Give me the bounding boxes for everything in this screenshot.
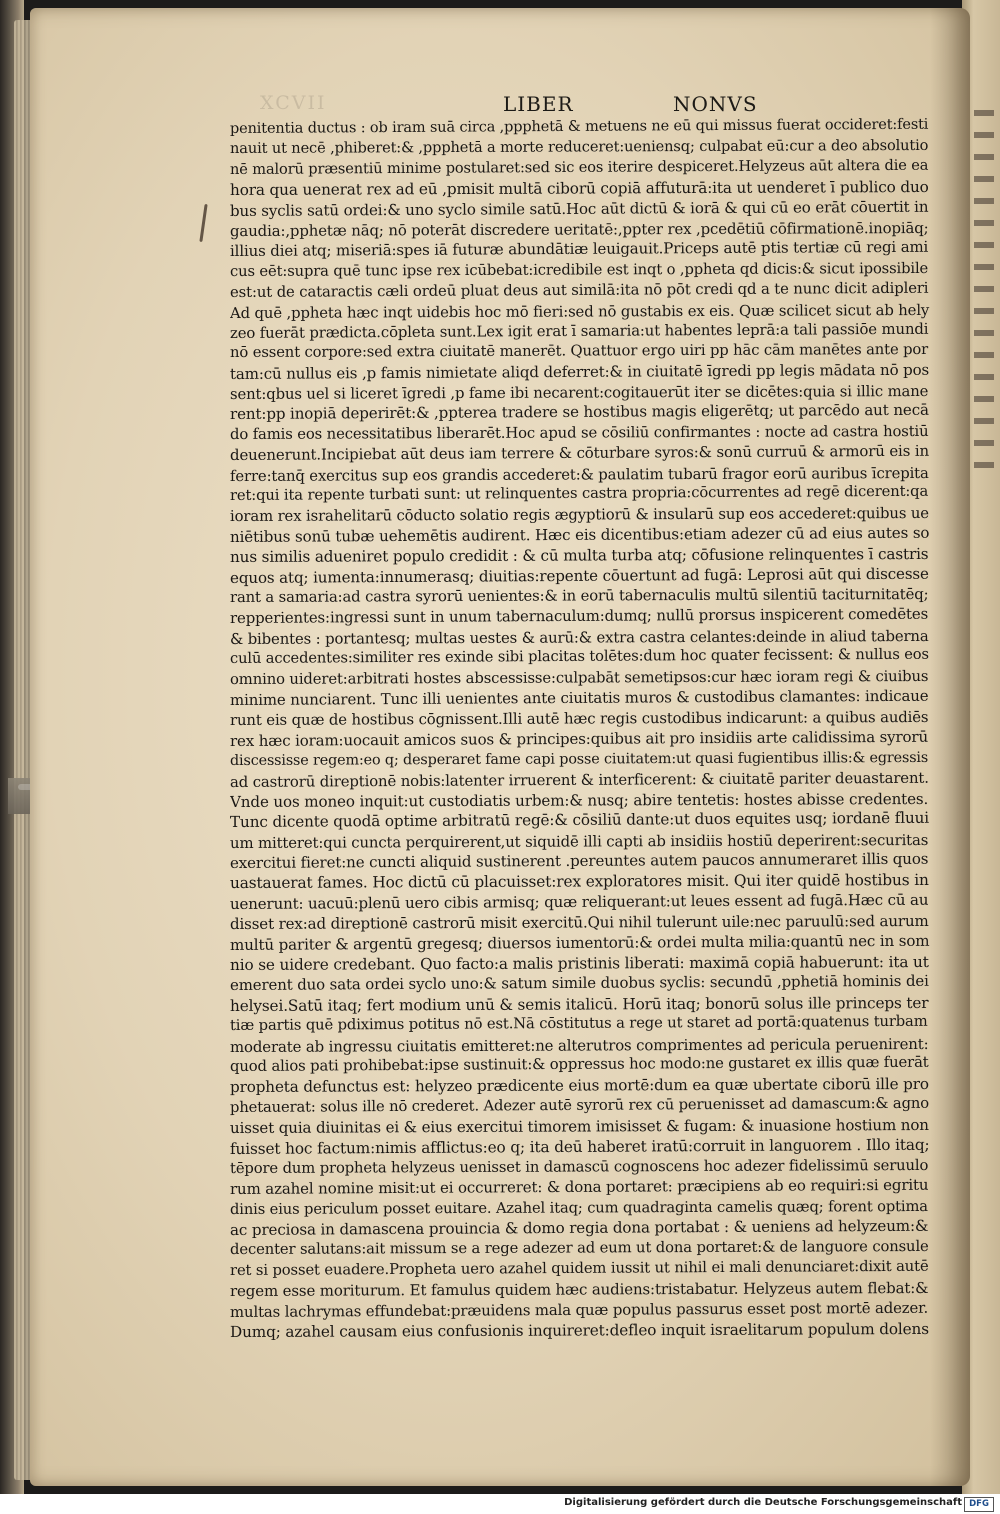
text-line: niētibus sonū tubæ uehemētis audirent. Hæc eis dicentibus:etiam adezer cū ad eius autes so bbox=[229, 523, 930, 546]
text-line: tēpore dum propheta helyzeus uenisset in damascū cognoscens hoc adezer fidelissimū seruulo bbox=[229, 1156, 929, 1177]
text-line: moderate ab ingressu ciuitatis emitteret:ne alterutros comprimentes ad pericula peruenirent: bbox=[229, 1034, 929, 1056]
text-line: regem esse moriturum. Et famulus quidem hæc audiens:tristabatur. Helyzeus autem flebat:& bbox=[229, 1279, 929, 1301]
body-text bbox=[229, 116, 930, 1342]
text-line: rent:pp inopiā deperirēt:& ,ppterea tradere se hostibus magis eligerētq; ut parcēdo aut necā bbox=[229, 401, 929, 424]
text-line: gaudia:,pphetæ nāq; nō poterāt discredere ueritatē:,ppter rex ,pcedētiū cōfirmationē.inopiāq; bbox=[229, 218, 929, 240]
text-line: minime nunciarent. Tunc illi uenientes ante ciuitatis muros & custodibus clamantes: indicaue bbox=[229, 686, 929, 709]
marginal-ink-mark bbox=[199, 204, 207, 242]
text-line: fuisset hoc factum:nimis afflictus:eo q; ita deū haberet iratū:corruit in languorem . Illo itaq; bbox=[229, 1135, 930, 1158]
text-line: repperientes:ingressi sunt in unum tabernaculum:dumq; nullū prorsus inspicerent comedētes bbox=[229, 605, 929, 628]
text-line: equos atq; iumenta:innumerasq; diuitias:repente cōuertunt ad fugā: Leprosi aūt qui discesse bbox=[229, 564, 929, 587]
running-head-left: LIBER bbox=[503, 92, 574, 116]
text-line: culū accedentes:similiter res exinde sibi placitas tolētes:dum hoc quater fecissent: & nullus eos bbox=[229, 645, 929, 668]
text-line: nauit ut necē ,phiberet:& ,ppphetā a morte reduceret:ueniensq; culpabat eū:cur a deo absolutio bbox=[229, 137, 929, 158]
text-line: hora qua uenerat rex ad eū ,pmisit multā ciborū copiā affuturā:ita ut uenderet ī publico duo bbox=[229, 178, 929, 200]
text-line: tam:cū nullus eis ,p famis nimietate aliqd deferret:& in ciuitatē īgredi pp legis mādata nō pos bbox=[229, 360, 930, 383]
text-line: phetauerat: solus ille nō crederet. Adezer autē syrorū rex cū peruenisset ad damascum:& agno bbox=[229, 1094, 929, 1116]
text-line: ret si posset euadere.Propheta uero azahel quidem iussit ut nihil ei mali denunciaret:dixit autē bbox=[229, 1257, 929, 1279]
text-line: nō essent corpore:sed extra ciuitatē manerēt. Quattuor ergo uiri pp hāc cām manētes ante por bbox=[229, 341, 929, 362]
text-line: bus syclis satū ordei:& uno syclo simile satū.Hoc aūt dictū & iorā & qui cū eo erāt cōuertit in bbox=[229, 197, 929, 220]
text-line: discessisse regem:eo q; desperaret fame capi posse ciuitatem:ut quasi fugientibus illis:& egressis bbox=[229, 750, 929, 770]
text-line: Tunc dicente quodā optime arbitratū regē:& cōsiliū dante:ut duos equites usq; iordanē fluui bbox=[229, 809, 930, 832]
text-line: & bibentes : portantesq; multas uestes & aurū:& extra castra celantes:deinde in aliud taberna bbox=[229, 626, 929, 648]
text-line: rex hæc ioram:uocauit amicos suos & principes:quibus ait pro insidiis arte calidissima syrorū bbox=[229, 727, 929, 750]
text-line: ferre:tanq̄ exercitus sup eos grandis accederet:& paulatim tubarū fragor eorū auribus īcrepita bbox=[229, 463, 929, 485]
text-line: deuenerunt.Incipiebat aūt deus iam terrere & cōturbare syros:& sonū curruū & armorū eis in bbox=[229, 441, 929, 465]
text-line: rum azahel nomine misit:ut ei occurreret: & dona portaret: præcipiens ab eo requiri:si egritu bbox=[229, 1176, 929, 1199]
text-line: penitentia ductus : ob iram suā circa ,ppphetā & metuens ne eū qui missus fuerat occideret:festi bbox=[229, 116, 929, 137]
text-line: illius diei atq; miseriā:spes iā futuræ abundātiæ leuigauit.Priceps autē ptis tertiæ cū regi ami bbox=[229, 238, 929, 261]
text-line: tiæ partis quē pdiximus potitus nō est.Nā cōstitutus a rege ut staret ad portā:quatenus turbam bbox=[229, 1012, 928, 1035]
text-line: Vnde uos moneo inquit:ut custodiatis urbem:& nusq; abire tentetis: hostes abisse credentes. bbox=[229, 789, 929, 811]
text-line: nio se uidere credebant. Quo facto:a malis pristinis liberati: maximā copiā habuerunt: ita ut bbox=[229, 952, 929, 975]
text-line: zeo fuerāt prædicta.cōpleta sunt.Lex igit erat ī samaria:ut habentes leprā:a tali passiōe mundi bbox=[229, 319, 929, 342]
text-line: decenter salutans:ait missum se a rege adezer ad eum ut dona portaret:& de languore consule bbox=[229, 1238, 929, 1259]
show-through-text: XCVII bbox=[260, 92, 327, 114]
text-line: omnino uideret:arbitrati hostes abscessisse:culpabāt semetipsos:cur hæc ioram regi & ciuibus bbox=[229, 667, 929, 688]
text-line: ac preciosa in damascena prouincia & domo regia dona portabat : & ueniens ad helyzeum:& bbox=[229, 1216, 929, 1240]
text-line: exercitui fieret:ne cuncti aliquid sustinerent .pereuntes autem paucos annumeraret illis quos bbox=[229, 849, 929, 873]
text-line: Dumq; azahel causam eius confusionis inquireret:defleo inquit israelitarum populum dolens bbox=[229, 1319, 929, 1342]
digitization-footer bbox=[0, 1494, 1000, 1514]
text-line: sent:qbus uel si liceret īgredi ,p fame ibi necarent:cogitauerūt iter se dicētes:quia si illic mane bbox=[229, 382, 929, 404]
text-line: multū pariter & argentū gregesq; diuersos iumentorū:& ordei multa milia:quantū nec in som bbox=[229, 931, 930, 954]
text-line: emerent duo sata ordei syclo uno:& satum simile duobus syclis: secundū ,pphetiā hominis dei bbox=[229, 972, 929, 995]
text-line: nus similis adueniret populo credidit : & cū multa turba atq; cōfusione relinquentes ī castris bbox=[229, 545, 929, 567]
text-line: quod alios pati prohibebat:ipse sustinuit:& oppressus hoc modo:ne gustaret ex illis quæ fuerāt bbox=[229, 1053, 929, 1075]
text-line: uastauerat fames. Hoc dictū cū placuisset:rex exploratores misit. Qui iter quidē hostibus in bbox=[229, 871, 929, 893]
text-line: runt eis quæ de hostibus cōgnissent.Illi autē hæc regis custodibus indicarunt: a quibus audiēs bbox=[229, 708, 929, 730]
funding-credit: Digitalisierung gefördert durch die Deutsche Forschungsgemeinschaft bbox=[564, 1497, 962, 1508]
text-line: ioram rex israhelitarū cōducto solatio regis ægyptiorū & insularū sup eos accederet:quibus ue bbox=[229, 504, 929, 526]
text-line: dinis eius periculum posset euitare. Azahel itaq; cum quadraginta camelis quæq; forent optima bbox=[229, 1197, 928, 1218]
text-line: multas lachrymas effundebat:præuidens mala quæ populus passurus esset post mortē adezer. bbox=[229, 1298, 929, 1321]
text-line: um mitteret:qui cuncta perquirerent,ut siquidē illi capti ab insidiis hostiū deperirent:securitas bbox=[229, 830, 929, 852]
text-line: rant a samaria:ad castra syrorū uenientes:& in eorū tabernaculis multū silentiū taciturnitatēq; bbox=[229, 585, 929, 606]
dfg-logo: DFG bbox=[964, 1497, 994, 1512]
text-line: uenerunt: uacuū:plenū uero cibis armisq; quæ reliquerant:ut leues essent ad fugā.Hæc cū au bbox=[229, 890, 929, 913]
text-line: ret:qui ita repente turbati sunt: ut relinquentes castra propria:cōcurrentes ad regē dicerent:qa bbox=[229, 482, 929, 505]
running-head-right: NONVS bbox=[673, 92, 758, 116]
text-line: cus eēt:supra quē tunc ipse rex icūbebat:icredibile est inqt o ,ppheta qd dicis:& sicut ipossibile bbox=[229, 259, 929, 280]
text-line: est:ut de cataractis cæli ordeū pluat deus aut similā:ita nō pōt credi qd a te nunc dicit adipleri bbox=[229, 278, 929, 302]
text-line: uisset quia diuinitas ei & eius exercitui timorem imisisset & fugam: & inuasione hostium non bbox=[229, 1116, 929, 1138]
text-line: ad castrorū direptionē nobis:latenter irruerent & interficerent: & ciuitatē pariter deuastarent. bbox=[229, 768, 929, 791]
text-line: do famis eos necessitatibus liberarēt.Hoc apud se cōsiliū confirmantes : nocte ad castra hostiū bbox=[229, 422, 929, 443]
text-line: disset rex:ad direptionē castrorū misit exercitū.Qui nihil tulerunt uile:nec paruulū:sed aurum bbox=[229, 912, 929, 934]
text-line: propheta defunctus est: helyzeo prædicente eius mortē:dum ea quæ ubertate ciborū ille pro bbox=[229, 1075, 929, 1097]
text-line: Ad quē ,ppheta hæc inqt uidebis hoc mō fieri:sed nō gustabis ex eis. Quæ scilicet sicut ab hely bbox=[229, 300, 930, 322]
text-line: nē malorū præsentiū minime postularet:sed sic eos iterire despiceret.Helyzeus aūt altera die ea bbox=[229, 156, 929, 178]
text-line: helysei.Satū itaq; fert modium unū & semis italicū. Horū itaq; bonorū solus ille princeps ter bbox=[229, 993, 929, 1015]
